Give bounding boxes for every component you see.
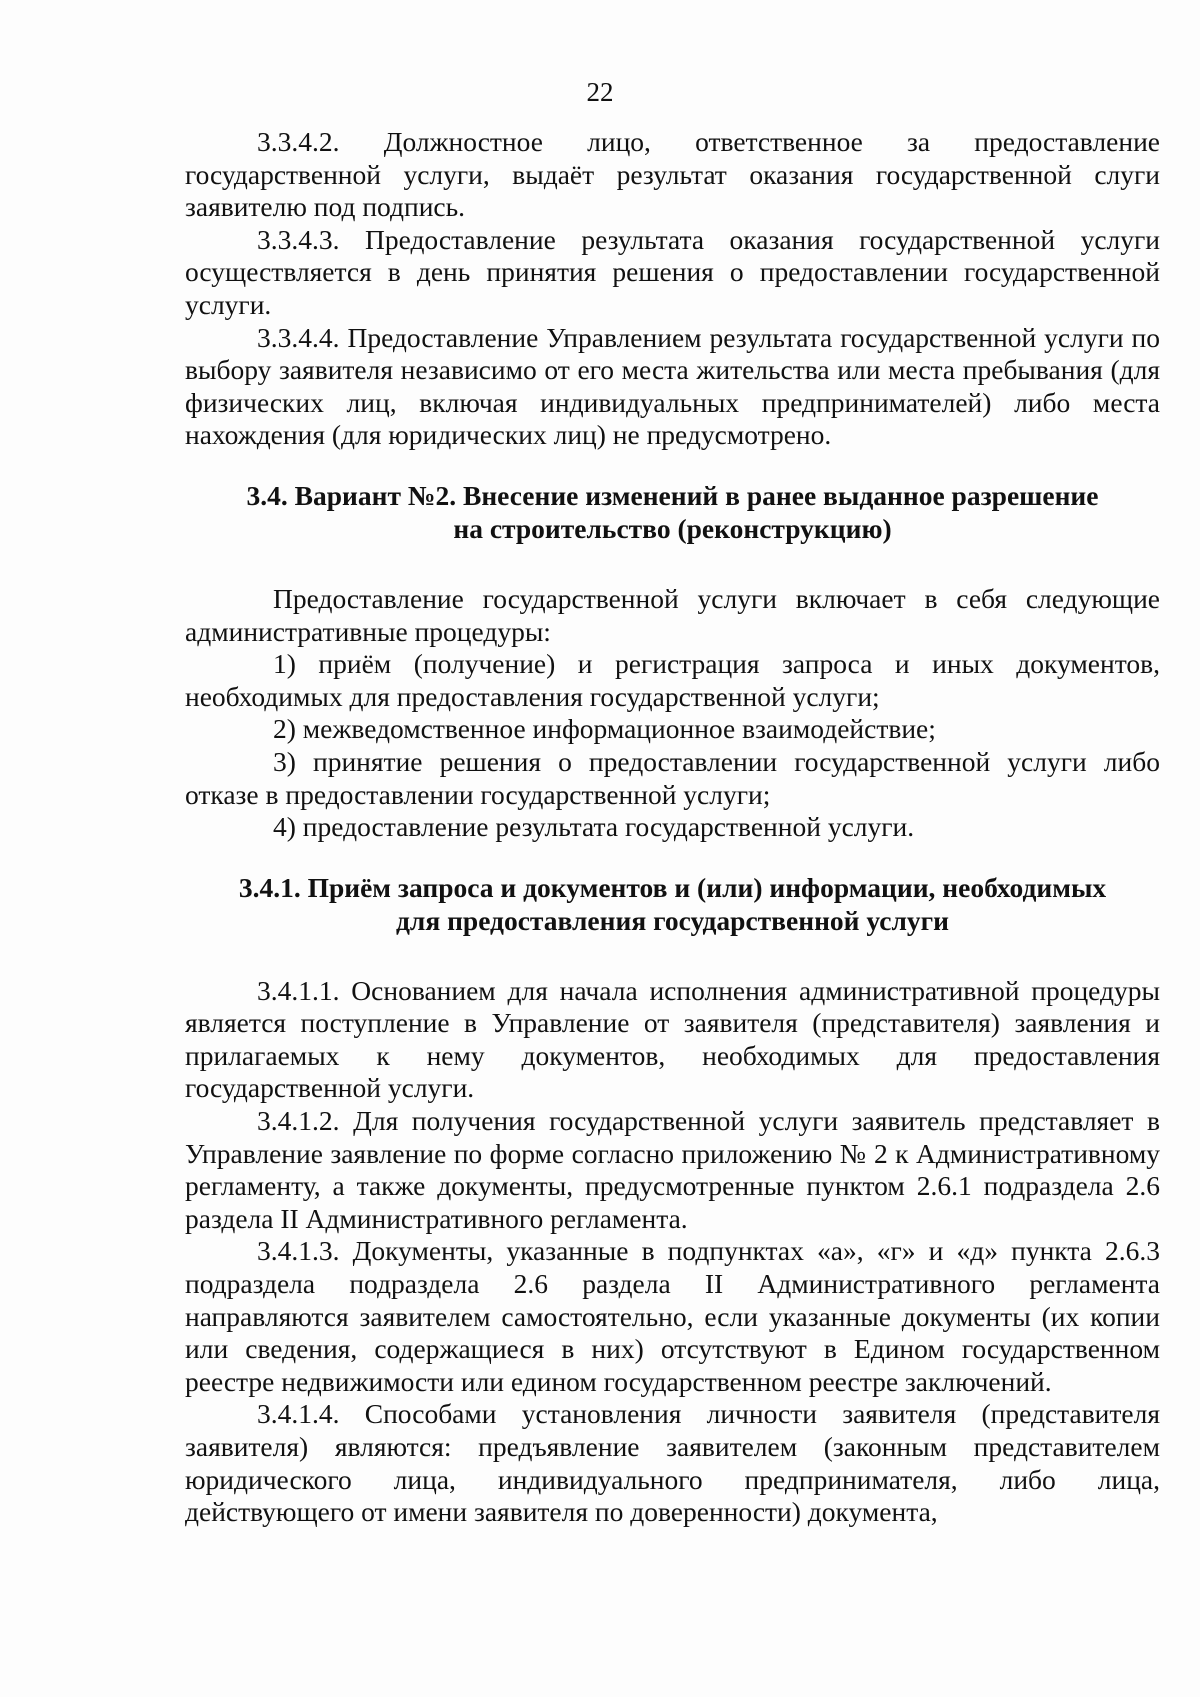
paragraph-3-4-1-3: 3.4.1.3. Документы, указанные в подпунктах «а», «г» и «д» пункта 2.6.3 подраздела подраздела 2.6 раздела II Административного регламента направляются заявителем самостоятельно, если указанные документы (их копии или сведения, содержащиеся в них) отсутствуют в Едином государственном реестре недвижимости или едином государственном реестре заключений. xyxy=(185,1235,1160,1397)
section-heading-line: для предоставления государственной услуги xyxy=(395,904,950,936)
paragraph-3-3-4-2: 3.3.4.2. Должностное лицо, ответственное за предоставление государственной услуги, выдаёт результат оказания государственной слуги заявителю под подпись. xyxy=(185,126,1160,223)
paragraph-3-3-4-3: 3.3.4.3. Предоставление результата оказания государственной услуги осуществляется в день принятия решения о предоставлении государственной услуги. xyxy=(185,223,1160,320)
list-item-3: 3) принятие решения о предоставлении государственной услуги либо отказе в предоставлении государственной услуги; xyxy=(185,745,1160,810)
paragraph-3-4-1-1: 3.4.1.1. Основанием для начала исполнения административной процедуры является поступление в Управление от заявителя (представителя) заявления и прилагаемых к нему документов, необходимых для предоставления государственной услуги. xyxy=(185,974,1160,1104)
paragraph-3-3-4-4: 3.3.4.4. Предоставление Управлением результата государственной услуги по выбору заявителя независимо от его места жительства или места пребывания (для физических лиц, включая индивидуальных предпринимателей) либо места нахождения (для юридических лиц) не предусмотрено. xyxy=(185,321,1160,451)
section-heading-line: 3.4.1. Приём запроса и документов и (или) информации, необходимых xyxy=(238,871,1107,903)
section-heading-line: на строительство (реконструкцию) xyxy=(453,512,892,544)
paragraph-3-4-1-4: 3.4.1.4. Способами установления личности заявителя (представителя заявителя) являются: предъявление заявителем (законным представителем юридического лица, индивидуального предпринимателя, либо лица, действующего от имени заявителя по доверенности) документа, xyxy=(185,1398,1160,1528)
section-heading-3-4 xyxy=(185,479,1160,545)
paragraph-3-4-1-2: 3.4.1.2. Для получения государственной услуги заявитель представляет в Управление заявление по форме согласно приложению № 2 к Административному регламенту, а также документы, предусмотренные пунктом 2.6.1 подраздела 2.6 раздела II Административного регламента. xyxy=(185,1105,1160,1234)
paragraph-procedures-intro: Предоставление государственной услуги включает в себя следующие административные процедуры: xyxy=(185,582,1160,647)
list-item-1: 1) приём (получение) и регистрация запроса и иных документов, необходимых для предоставления государственной услуги; xyxy=(185,648,1160,712)
section-heading-3-4-1 xyxy=(185,871,1160,937)
section-heading-line: 3.4. Вариант №2. Внесение изменений в ранее выданное разрешение xyxy=(246,479,1099,511)
document-body xyxy=(185,126,1160,1529)
list-item-2: 2) межведомственное информационное взаимодействие; xyxy=(273,713,936,745)
list-item-4: 4) предоставление результата государственной услуги. xyxy=(273,811,915,843)
page-number: 22 xyxy=(586,77,614,107)
